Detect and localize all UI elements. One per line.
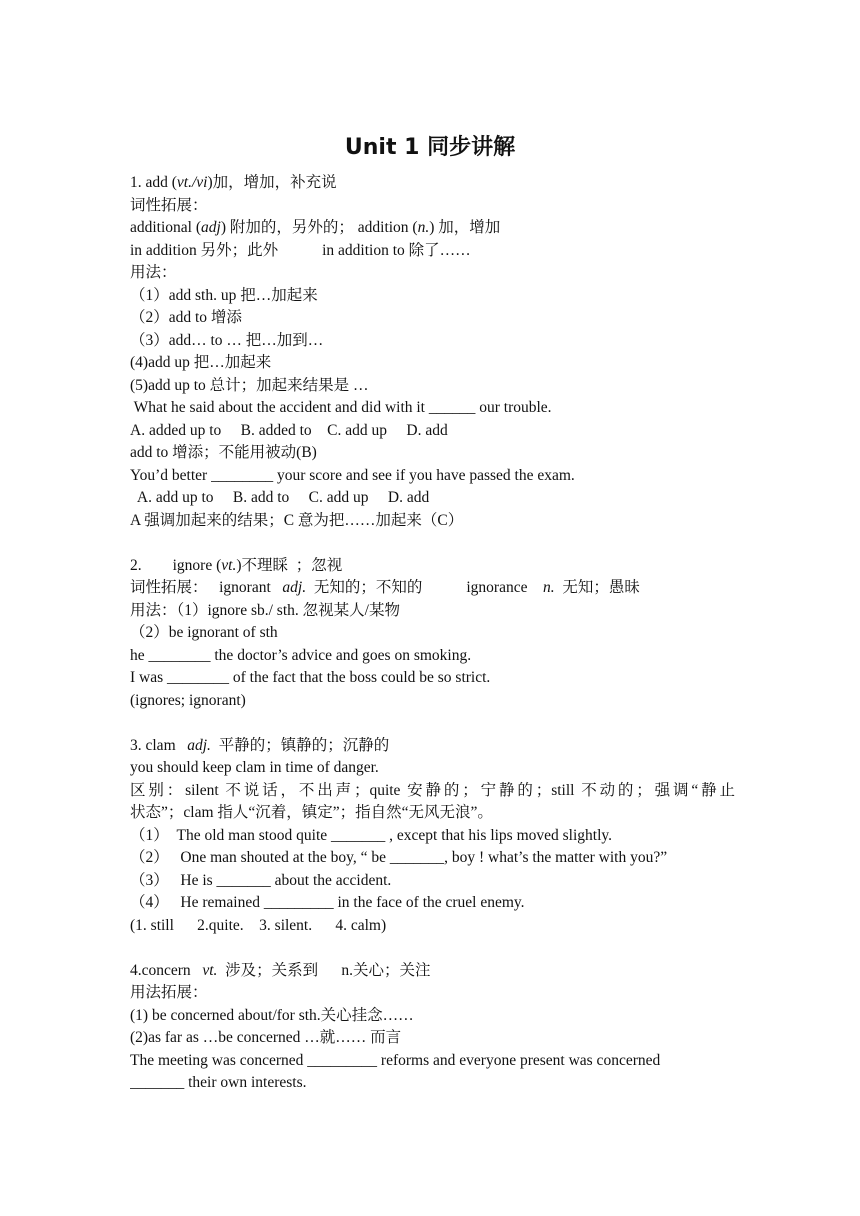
s3-difference-1: 区别：silent 不说话，不出声；quite 安静的；宁静的；still 不动的；强调“静止	[130, 781, 735, 799]
s1-ext-line-2: in addition 另外；此外 in addition to 除了……	[130, 241, 471, 259]
s1-usage-label: 用法：	[130, 264, 177, 281]
s1-question-1-answer: add to 增添；不能用被动(B)	[130, 444, 317, 461]
s3-example: you should keep clam in time of danger.	[130, 759, 379, 776]
s1-question-2-answer: A 强调加起来的结果；C 意为把……加起来（C）	[130, 511, 464, 529]
section-4-heading: 4.concern vt. 涉及；关系到 n.关心；关注	[130, 961, 431, 979]
document-body	[130, 172, 735, 1095]
s3-question-1: （1） The old man stood quite _______ , except that his lips moved slightly.	[130, 826, 613, 844]
s4-usage-2: (2)as far as …be concerned …就…… 而言	[130, 1029, 402, 1046]
s2-usage-1: 用法：（1）ignore sb./ sth. 忽视某人/某物	[130, 601, 400, 619]
section-2-heading: 2. ignore (vt.)不理睬 ；忽视	[130, 556, 343, 574]
s4-usage-1: (1) be concerned about/for sth.关心挂念……	[130, 1006, 414, 1024]
s1-question-2: You’d better ________ your score and see if you have passed the exam.	[130, 466, 575, 484]
s2-question-1: he ________ the doctor’s advice and goes on smoking.	[130, 646, 472, 664]
s3-difference-2: 状态”；clam 指人“沉着，镇定”；指自然“无风无浪”。	[130, 804, 493, 821]
page-title: Unit 1 同步讲解	[344, 135, 516, 160]
s2-usage-2: （2）be ignorant of sth	[130, 624, 278, 641]
s3-question-4: （4） He remained _________ in the face of the cruel enemy.	[130, 894, 525, 911]
s1-usage-1: （1）add sth. up 把…加起来	[130, 286, 318, 304]
s2-question-2: I was ________ of the fact that the boss could be so strict.	[130, 669, 491, 686]
s1-question-1: What he said about the accident and did with it ______ our trouble.	[130, 399, 552, 416]
s1-usage-5: (5)add up to 总计；加起来结果是 …	[130, 376, 369, 394]
section-3-heading: 3. clam adj. 平静的；镇静的；沉静的	[130, 736, 390, 754]
s1-question-2-options: A. add up to B. add to C. add up D. add	[130, 489, 430, 506]
s4-ext-label: 用法拓展：	[130, 984, 208, 1001]
s3-question-2: （2） One man shouted at the boy, “ be _______, boy ! what’s the matter with you?”	[130, 849, 668, 866]
s2-answer: (ignores; ignorant)	[130, 691, 246, 709]
s1-ext-line-1: additional (adj) 附加的，另外的； addition (n.) 加，增加	[130, 219, 501, 236]
s1-usage-2: （2）add to 增添	[130, 309, 242, 326]
s2-ext-line: 词性拓展： ignorant adj. 无知的；不知的 ignorance n. 无知；愚昧	[130, 579, 640, 596]
s1-question-1-options: A. added up to B. added to C. add up D. add	[130, 421, 448, 439]
s3-answer: (1. still 2.quite. 3. silent. 4. calm)	[130, 916, 387, 934]
s4-question-1b: _______ their own interests.	[130, 1074, 307, 1091]
s1-usage-4: (4)add up 把…加起来	[130, 354, 272, 371]
s4-question-1a: The meeting was concerned _________ reforms and everyone present was concerned	[130, 1051, 661, 1069]
s1-usage-3: （3）add… to … 把…加到…	[130, 331, 324, 349]
s1-ext-label: 词性拓展：	[130, 196, 208, 214]
s3-question-3: （3） He is _______ about the accident.	[130, 871, 392, 889]
section-1-heading: 1. add (vt./vi)加，增加，补充说	[130, 174, 337, 191]
